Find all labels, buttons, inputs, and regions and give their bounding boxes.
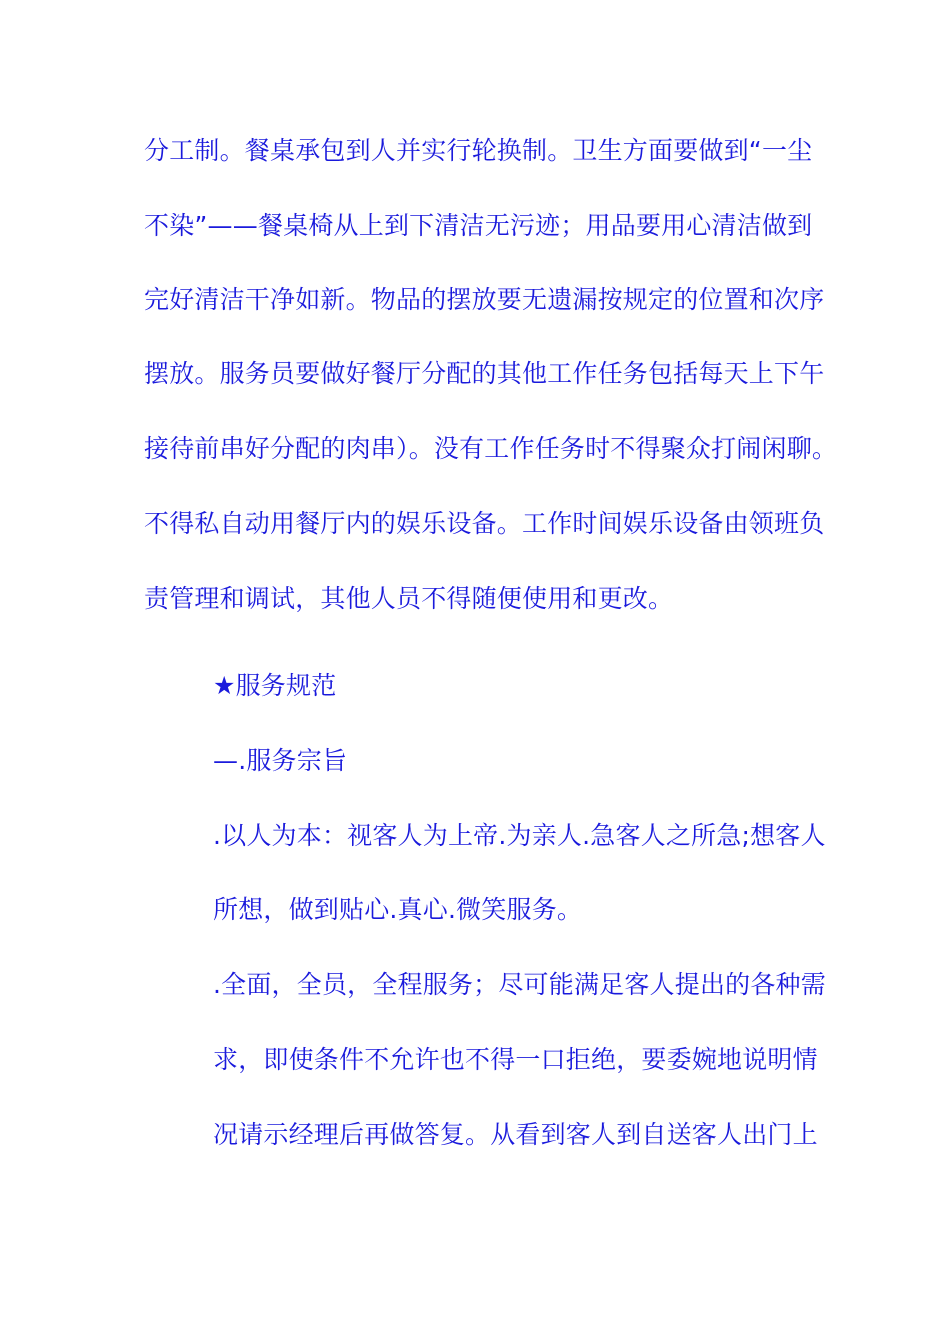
- item-line: 况请示经理后再做答复。从看到客人到自送客人出门上: [213, 1120, 818, 1149]
- paragraph-line: 不染”——餐桌椅从上到下清洁无污迹；用品要用心清洁做到: [144, 211, 813, 240]
- section-heading: ★服务规范: [213, 671, 337, 700]
- item-line: .全面，全员，全程服务；尽可能满足客人提出的各种需: [213, 970, 826, 999]
- paragraph-line: 完好清洁干净如新。物品的摆放要无遗漏按规定的位置和次序: [144, 285, 825, 314]
- item-line: 所想，做到贴心.真心.微笑服务。: [213, 895, 583, 924]
- paragraph-line: 不得私自动用餐厅内的娱乐设备。工作时间娱乐设备由领班负: [144, 509, 825, 538]
- item-line: 求，即使条件不允许也不得一口拒绝，要委婉地说明情: [213, 1045, 818, 1074]
- subsection-heading: —.服务宗旨: [213, 746, 348, 775]
- item-line: .以人为本：视客人为上帝.为亲人.急客人之所急;想客人: [213, 821, 826, 850]
- paragraph-line: 摆放。服务员要做好餐厅分配的其他工作任务包括每天上下午: [144, 359, 825, 388]
- paragraph-line: 责管理和调试，其他人员不得随便使用和更改。: [144, 584, 674, 613]
- paragraph-line: 接待前串好分配的肉串）。没有工作任务时不得聚众打闹闲聊。: [144, 434, 838, 463]
- paragraph-line: 分工制。餐桌承包到人并实行轮换制。卫生方面要做到“一尘: [144, 136, 813, 165]
